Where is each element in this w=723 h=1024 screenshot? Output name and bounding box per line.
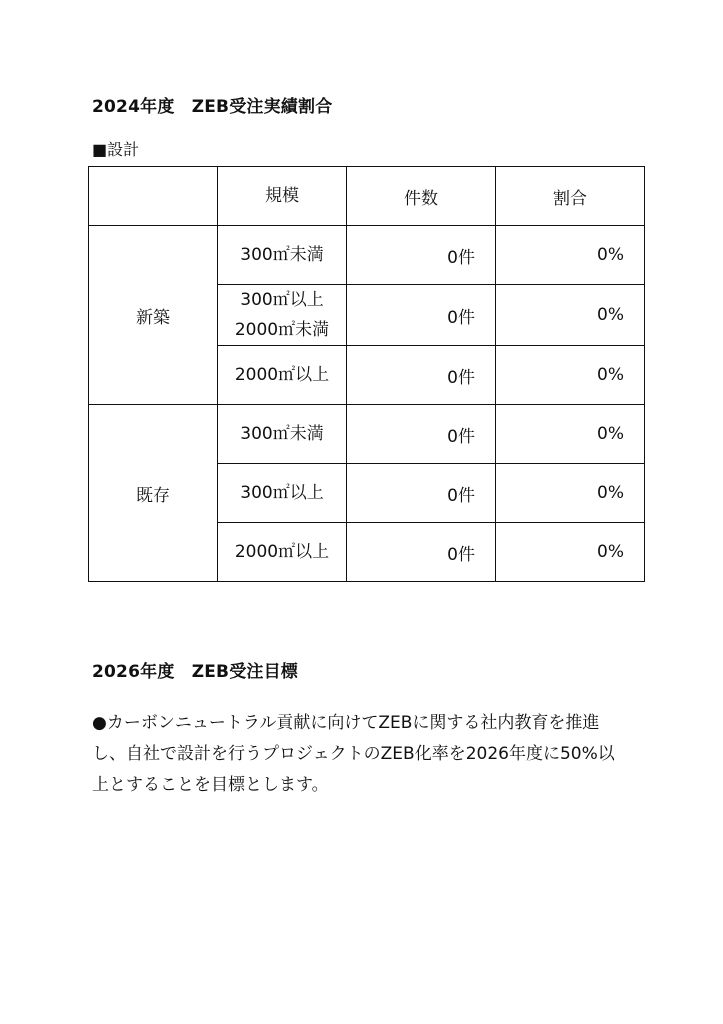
- ratio-cell: 0%: [496, 523, 645, 582]
- design-subheading: ■設計: [92, 140, 140, 159]
- zeb-results-table: [88, 166, 645, 582]
- table-row: [89, 405, 645, 464]
- scale-cell: 300㎡以上: [218, 464, 347, 523]
- table-row: [89, 226, 645, 285]
- header-cell-empty: [89, 167, 218, 226]
- ratio-cell: 0%: [496, 226, 645, 285]
- count-cell: 0件: [347, 226, 496, 285]
- count-cell: 0件: [347, 346, 496, 405]
- ratio-cell: 0%: [496, 405, 645, 464]
- header-cell-ratio: 割合: [496, 167, 645, 226]
- section-title-2026-target: 2026年度 ZEB受注目標: [92, 662, 299, 682]
- scale-cell: 2000㎡以上: [218, 346, 347, 405]
- scale-cell: [218, 285, 347, 346]
- group-label-new-build: 新築: [89, 226, 218, 405]
- count-cell: 0件: [347, 405, 496, 464]
- header-cell-scale: 規模: [218, 167, 347, 226]
- scale-cell: 2000㎡以上: [218, 523, 347, 582]
- scale-cell: 300㎡未満: [218, 405, 347, 464]
- count-cell: 0件: [347, 285, 496, 346]
- scale-line-1: 300㎡以上: [240, 290, 324, 310]
- count-cell: 0件: [347, 464, 496, 523]
- section-title-2024-results: 2024年度 ZEB受注実績割合: [92, 97, 333, 117]
- table-header-row: [89, 167, 645, 226]
- ratio-cell: 0%: [496, 346, 645, 405]
- target-description: ●カーボンニュートラル貢献に向けてZEBに関する社内教育を推進し、自社で設計を行うプロジェクトのZEB化率を2026年度に50%以上とすることを目標とします。: [92, 713, 615, 795]
- ratio-cell: 0%: [496, 464, 645, 523]
- scale-line-2: 2000㎡未満: [234, 320, 330, 340]
- group-label-existing: 既存: [89, 405, 218, 582]
- header-cell-count: 件数: [347, 167, 496, 226]
- scale-cell: 300㎡未満: [218, 226, 347, 285]
- count-cell: 0件: [347, 523, 496, 582]
- ratio-cell: 0%: [496, 285, 645, 346]
